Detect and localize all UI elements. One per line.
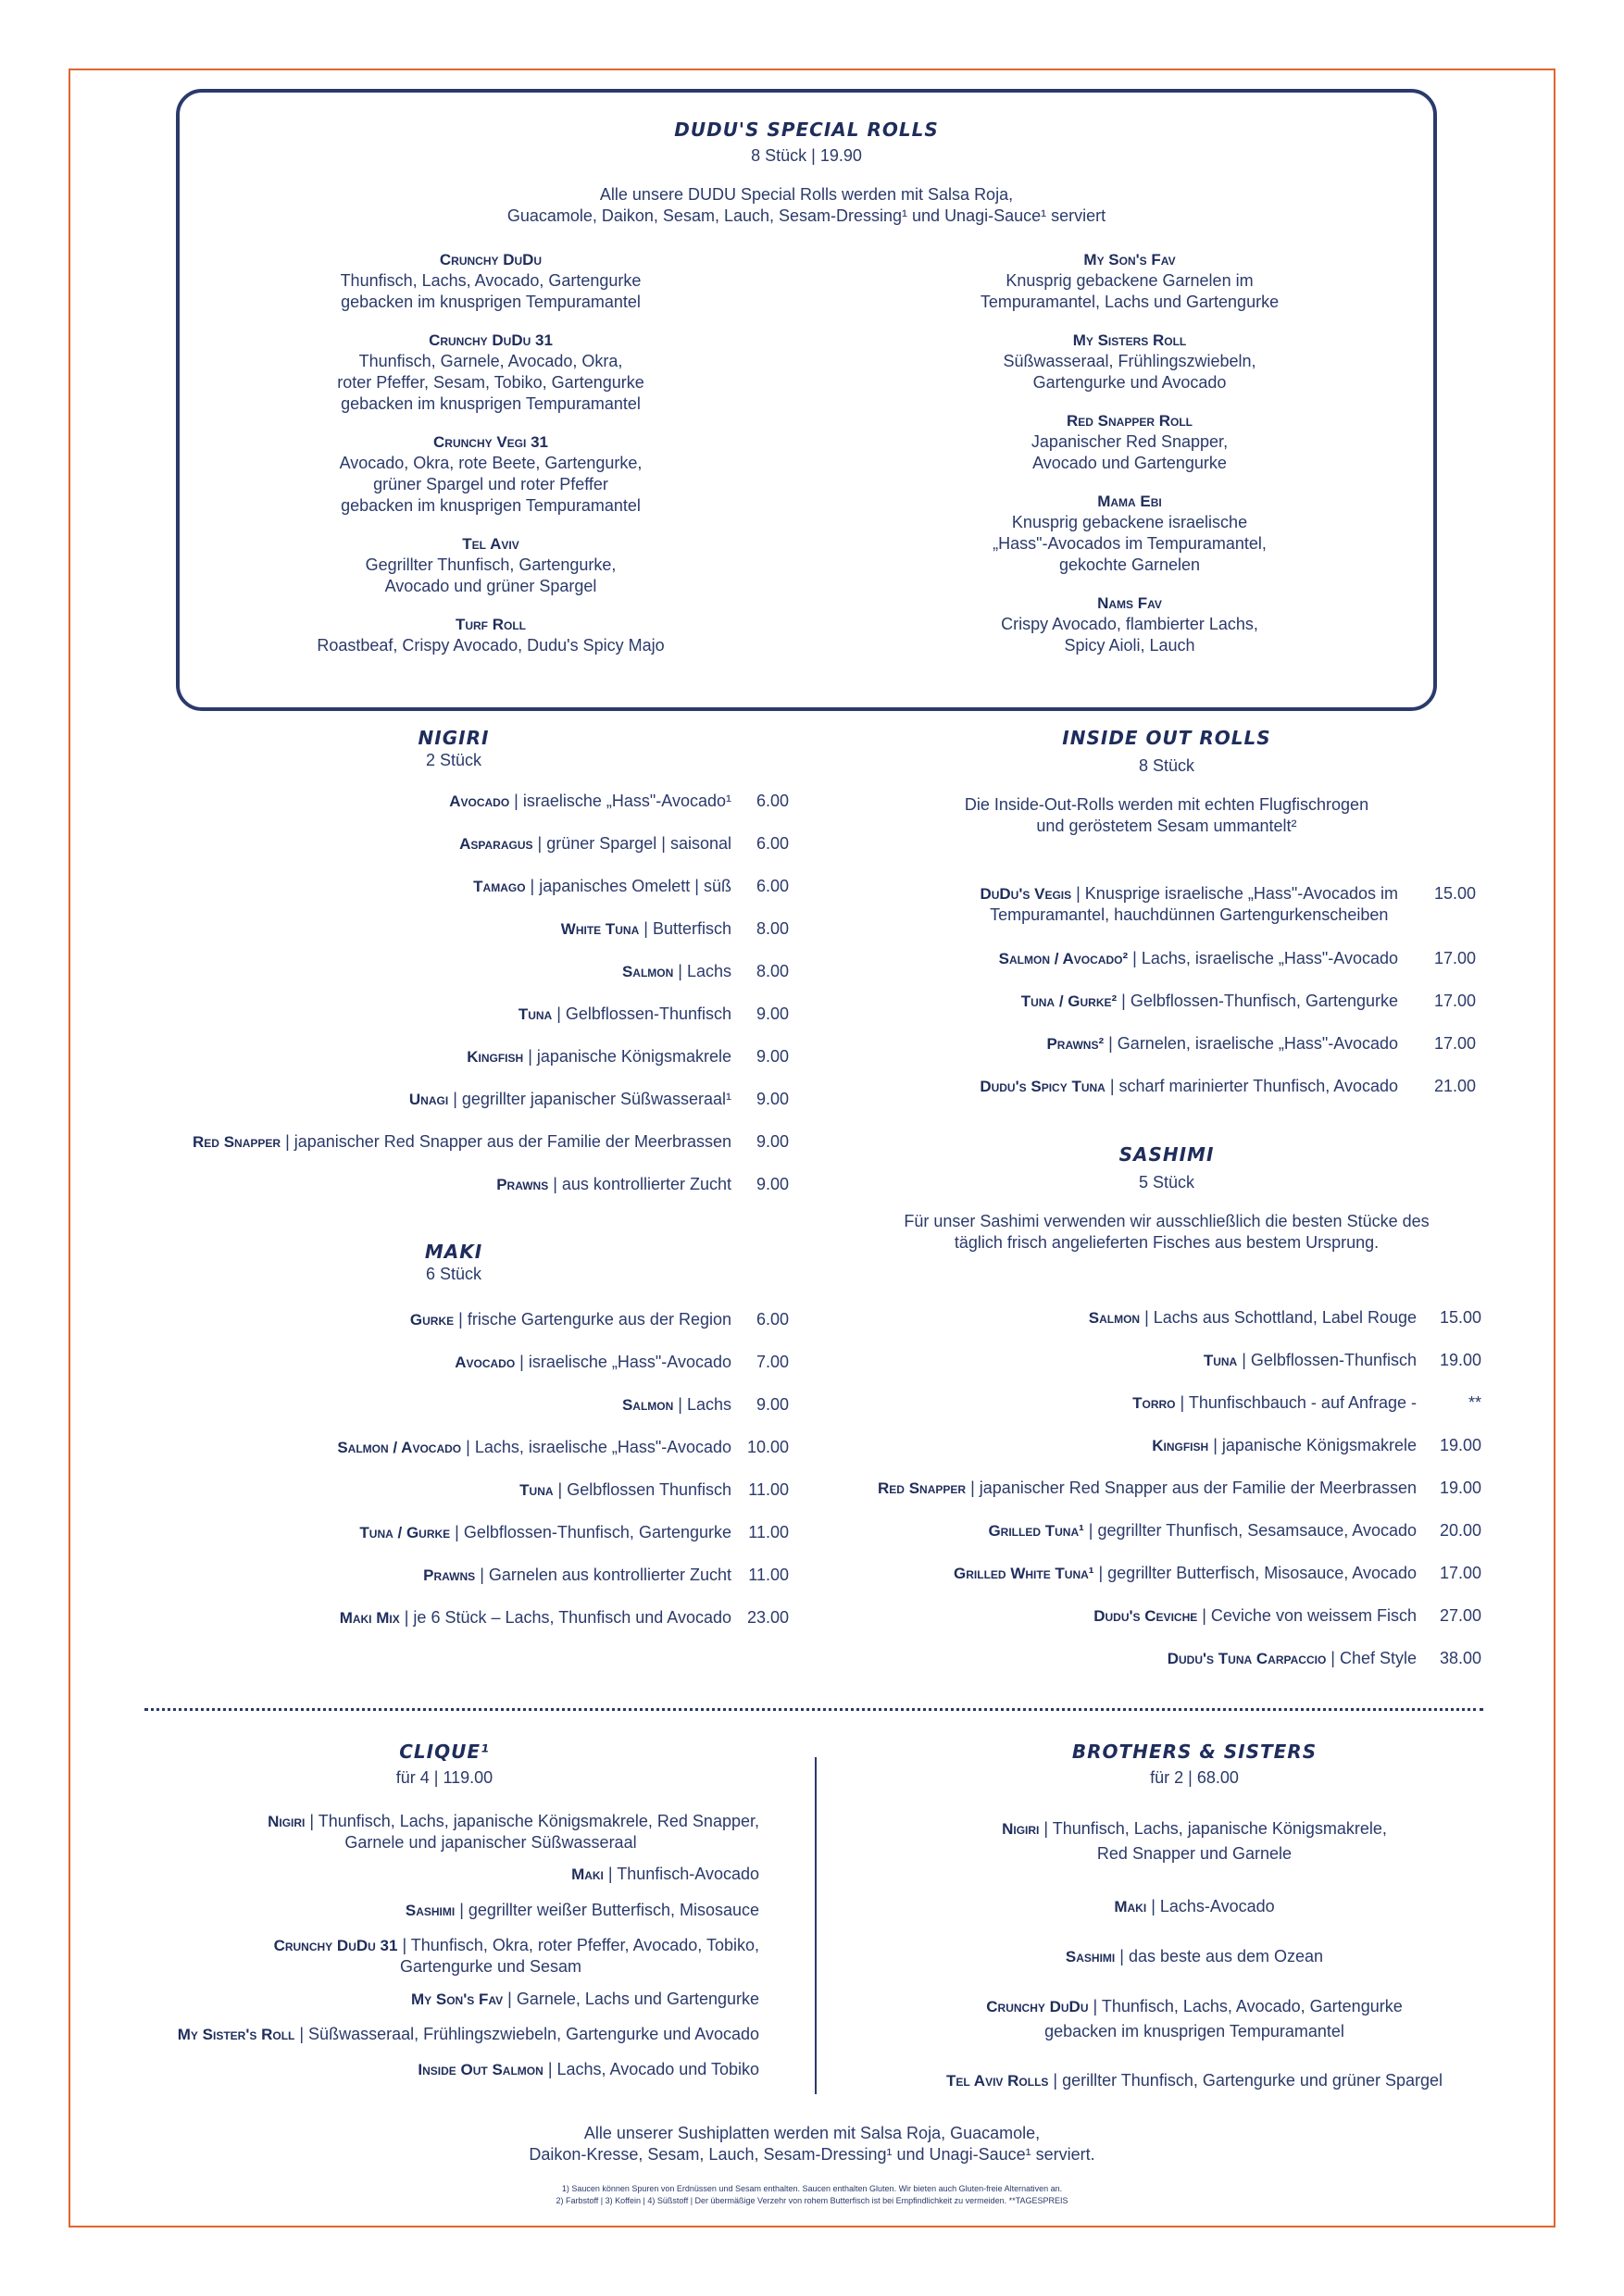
clique-item-desc: | Thunfisch-Avocado: [603, 1865, 759, 1883]
nigiri-item-line: [193, 1131, 731, 1153]
insideout-title: INSIDE OUT ROLLS: [1062, 727, 1271, 749]
nigiri-item-desc: | grüner Spargel | saisonal: [532, 834, 731, 853]
brothers-item-name: Maki: [1114, 1898, 1147, 1915]
nigiri-item-price: 9.00: [756, 1175, 789, 1193]
special-roll-desc: Japanischer Red Snapper,: [1031, 432, 1229, 451]
sashimi-item: [93, 1350, 1481, 1371]
clique-item-name: Inside Out Salmon: [418, 2061, 543, 2078]
brothers-item-desc: | Thunfisch, Lachs, japanische Königsmakrele,: [1039, 1819, 1387, 1838]
sashimi-item-price: 38.00: [1439, 1649, 1481, 1667]
insideout-header: [889, 727, 1444, 837]
nigiri-item-price: 8.00: [756, 962, 789, 980]
special-roll-desc: Avocado, Okra, rote Beete, Gartengurke,: [339, 454, 643, 472]
maki-item-desc: | Garnelen aus kontrollierter Zucht: [475, 1566, 731, 1584]
sashimi-item-desc: | Lachs aus Schottland, Label Rouge: [1140, 1308, 1417, 1327]
sashimi-item-text: [1168, 1648, 1417, 1669]
special-roll-desc: Avocado und grüner Spargel: [384, 577, 597, 595]
maki-sub: 6 Stück: [425, 1265, 482, 1283]
footer-text: [0, 2123, 1624, 2165]
platter-divider: [815, 1757, 817, 2094]
sashimi-item-name: Salmon: [1088, 1309, 1141, 1327]
insideout-item-line: [980, 1076, 1398, 1097]
insideout-item-name: Prawns²: [1046, 1035, 1105, 1053]
special-roll-desc: Gegrillter Thunfisch, Gartengurke,: [365, 555, 617, 574]
maki-item-price: 10.00: [746, 1438, 789, 1456]
insideout-intro-1: Die Inside-Out-Rolls werden mit echten Flugfischrogen: [964, 795, 1369, 814]
clique-title: CLIQUE¹: [399, 1741, 490, 1763]
sashimi-item-name: Kingfish: [1152, 1437, 1209, 1454]
insideout-item-desc: | scharf marinierter Thunfisch, Avocado: [1105, 1077, 1398, 1095]
sashimi-item-name: Grilled Tuna¹: [988, 1522, 1084, 1540]
nigiri-item-name: Prawns: [496, 1176, 549, 1193]
sashimi-item-text: [1089, 1307, 1417, 1329]
maki-item-name: Salmon / Avocado: [337, 1439, 462, 1456]
sashimi-item-line: [1152, 1435, 1417, 1456]
sashimi-title: SASHIMI: [1118, 1143, 1215, 1166]
insideout-item-price: 17.00: [1433, 949, 1476, 967]
insideout-item-line: [1046, 1033, 1398, 1054]
nigiri-item-line: [449, 791, 731, 812]
clique-item-desc-2: Gartengurke und Sesam: [399, 1957, 582, 1976]
insideout-intro-2: und geröstetem Sesam ummantelt²: [1036, 817, 1297, 835]
special-roll: [278, 534, 704, 597]
sashimi-item-line: [1168, 1648, 1417, 1669]
nigiri-header: [176, 727, 731, 770]
nigiri-item-desc: | japanischer Red Snapper aus der Familie der Meerbrassen: [281, 1132, 731, 1151]
nigiri-item-desc: | gegrillter japanischer Süßwasseraal¹: [448, 1090, 731, 1108]
special-roll-desc: gebacken im knusprigen Tempuramantel: [341, 394, 641, 413]
sashimi-item-desc: | Thunfischbauch - auf Anfrage -: [1175, 1393, 1417, 1412]
sashimi-item-price: 19.00: [1439, 1436, 1481, 1454]
sashimi-item-desc: | gegrillter Thunfisch, Sesamsauce, Avocado: [1083, 1521, 1417, 1540]
sashimi-item-desc: | japanische Königsmakrele: [1208, 1436, 1417, 1454]
special-roll-desc: Thunfisch, Lachs, Avocado, Gartengurke: [340, 271, 642, 290]
sashimi-item-line: [878, 1478, 1417, 1499]
special-roll-name: Nams Fav: [1097, 594, 1162, 612]
sashimi-item-desc: | japanischer Red Snapper aus der Familie der Meerbrassen: [966, 1479, 1417, 1497]
nigiri-item-name: Kingfish: [467, 1048, 524, 1066]
brothers-item-line: [833, 2068, 1555, 2093]
maki-item-price: 11.00: [748, 1523, 789, 1541]
sashimi-item-price: **: [1468, 1393, 1481, 1412]
maki-item-name: Tuna / Gurke: [359, 1524, 451, 1541]
sashimi-item-text: [988, 1520, 1417, 1541]
special-roll: [278, 331, 704, 415]
brothers-item-desc-2: Red Snapper und Garnele: [1096, 1844, 1293, 1863]
brothers-item-desc: | das beste aus dem Ozean: [1115, 1947, 1324, 1965]
clique-item-desc-2: Garnele und japanischer Süßwasseraal: [344, 1833, 637, 1852]
maki-header: [176, 1241, 731, 1284]
clique-item-line: [93, 1900, 759, 1921]
sashimi-item-desc: | Gelbflossen-Thunfisch: [1237, 1351, 1417, 1369]
insideout-item-desc-2: Tempuramantel, hauchdünnen Gartengurkenscheiben: [990, 905, 1389, 924]
brothers-item: [833, 1994, 1555, 2044]
nigiri-item-line: [459, 833, 731, 855]
maki-item-desc: | Gelbflossen Thunfisch: [553, 1480, 731, 1499]
nigiri-item-text: [449, 791, 731, 812]
special-roll-desc: Roastbeaf, Crispy Avocado, Dudu's Spicy Majo: [317, 636, 665, 655]
maki-item-price: 6.00: [756, 1310, 789, 1329]
clique-item: [93, 1935, 759, 1977]
sashimi-item-desc: | Chef Style: [1326, 1649, 1417, 1667]
special-roll-desc: „Hass"-Avocados im Tempuramantel,: [993, 534, 1267, 553]
special-roll: [917, 593, 1343, 656]
sashimi-item-text: [1132, 1392, 1417, 1414]
brothers-item-line: [833, 1944, 1555, 1969]
special-roll-desc: grüner Spargel und roter Pfeffer: [373, 475, 608, 493]
clique-item-line: [93, 2059, 759, 2080]
clique-item-line: [93, 2024, 759, 2045]
insideout-item-desc: | Lachs, israelische „Hass"-Avocado: [1128, 949, 1398, 967]
insideout-item: [93, 1076, 1476, 1097]
maki-item-name: Gurke: [409, 1311, 455, 1329]
insideout-item-price: 21.00: [1433, 1077, 1476, 1095]
maki-title: MAKI: [424, 1241, 483, 1263]
nigiri-item-desc: | Gelbflossen-Thunfisch: [552, 1004, 731, 1023]
sashimi-item-line: [1204, 1350, 1417, 1371]
brothers-item-name: Crunchy DuDu: [986, 1998, 1089, 2015]
sashimi-item-name: Tuna: [1203, 1352, 1238, 1369]
nigiri-item-desc: | israelische „Hass"-Avocado¹: [509, 792, 731, 810]
sashimi-item: [93, 1520, 1481, 1541]
sashimi-item-text: [954, 1563, 1417, 1584]
insideout-item-desc: | Garnelen, israelische „Hass"-Avocado: [1104, 1034, 1398, 1053]
sashimi-item-line: [954, 1563, 1417, 1584]
insideout-item: [93, 948, 1476, 969]
clique-item-desc: | Thunfisch, Okra, roter Pfeffer, Avocado, Tobiko,: [397, 1936, 759, 1954]
nigiri-item: [93, 1131, 789, 1153]
section-divider: [144, 1708, 1483, 1711]
clique-item-name: Nigiri: [268, 1813, 306, 1830]
special-rolls-sub: 8 Stück | 19.90: [751, 146, 862, 165]
sashimi-item: [93, 1307, 1481, 1329]
nigiri-item-price: 9.00: [756, 1090, 789, 1108]
brothers-item-line: [833, 1994, 1555, 2019]
insideout-item-desc: | Gelbflossen-Thunfisch, Gartengurke: [1117, 992, 1398, 1010]
special-roll-desc: gebacken im knusprigen Tempuramantel: [341, 496, 641, 515]
special-roll: [917, 250, 1343, 313]
special-roll-name: Turf Roll: [455, 616, 527, 633]
nigiri-item-desc: | aus kontrollierter Zucht: [548, 1175, 731, 1193]
brothers-item-desc: | Lachs-Avocado: [1146, 1897, 1275, 1915]
insideout-item-line: [980, 883, 1398, 905]
special-roll-name: My Son's Fav: [1083, 251, 1176, 268]
sashimi-item-text: [878, 1478, 1417, 1499]
sashimi-item-line: [1093, 1605, 1417, 1627]
nigiri-item-price: 9.00: [756, 1132, 789, 1151]
insideout-item-text: [1046, 1033, 1398, 1054]
brothers-header: [963, 1741, 1426, 1788]
nigiri-item: [93, 1174, 789, 1195]
maki-item-price: 7.00: [756, 1353, 789, 1371]
sashimi-item-desc: | Ceviche von weissem Fisch: [1197, 1606, 1417, 1625]
clique-item: [93, 1811, 759, 1853]
brothers-sub: für 2 | 68.00: [1150, 1768, 1239, 1787]
special-roll-name: Crunchy Vegi 31: [433, 433, 548, 451]
special-roll-desc: Thunfisch, Garnele, Avocado, Okra,: [358, 352, 623, 370]
insideout-item: [93, 883, 1476, 926]
nigiri-item-price: 6.00: [756, 792, 789, 810]
maki-item-price: 11.00: [748, 1480, 789, 1499]
clique-item-name: My Sister's Roll: [177, 2026, 295, 2043]
brothers-item: [833, 1944, 1555, 1969]
special-roll-desc: Tempuramantel, Lachs und Gartengurke: [980, 293, 1280, 311]
nigiri-item-name: Unagi: [408, 1091, 449, 1108]
footer-line-1: Alle unserer Sushiplatten werden mit Salsa Roja, Guacamole,: [583, 2124, 1041, 2142]
special-roll-desc: Süßwasseraal, Frühlingszwiebeln,: [1003, 352, 1256, 370]
special-roll-desc: Avocado und Gartengurke: [1032, 454, 1227, 472]
special-roll-desc: gebacken im knusprigen Tempuramantel: [341, 293, 641, 311]
insideout-item: [93, 1033, 1476, 1054]
maki-item-desc: | Lachs, israelische „Hass"-Avocado: [461, 1438, 731, 1456]
insideout-item-text: [999, 948, 1398, 969]
special-roll: [917, 492, 1343, 576]
sashimi-item-line: [1089, 1307, 1417, 1329]
special-roll-name: Crunchy DuDu: [439, 251, 543, 268]
special-rolls-header: [176, 119, 1437, 227]
nigiri-item-desc: | japanische Königsmakrele: [523, 1047, 731, 1066]
special-roll: [917, 411, 1343, 474]
clique-item-desc: | Thunfisch, Lachs, japanische Königsmakrele, Red Snapper,: [305, 1812, 759, 1830]
special-rolls-title: DUDU'S SPECIAL ROLLS: [674, 119, 939, 141]
nigiri-item: [93, 833, 789, 855]
special-roll: [278, 250, 704, 313]
clique-item-line: [93, 1811, 759, 1832]
clique-item: [93, 2024, 759, 2045]
nigiri-item-price: 9.00: [756, 1047, 789, 1066]
sashimi-item-name: Red Snapper: [878, 1479, 967, 1497]
clique-item-line: [93, 1935, 759, 1956]
maki-item-name: Tuna: [519, 1481, 554, 1499]
nigiri-item-text: [459, 833, 731, 855]
nigiri-item-text: [496, 1174, 731, 1195]
nigiri-item-desc: | japanisches Omelett | süß: [525, 877, 731, 895]
clique-item-name: Sashimi: [405, 1902, 456, 1919]
clique-item-line: [93, 1989, 759, 2010]
nigiri-item-name: Avocado: [449, 792, 510, 810]
special-roll-name: Crunchy DuDu 31: [429, 331, 553, 349]
clique-item: [93, 1864, 759, 1885]
insideout-item-price: 17.00: [1433, 1034, 1476, 1053]
nigiri-item-price: 9.00: [756, 1004, 789, 1023]
nigiri-item-price: 8.00: [756, 919, 789, 938]
special-rolls-intro-1: Alle unsere DUDU Special Rolls werden mit Salsa Roja,: [599, 185, 1014, 204]
special-rolls-left-column: [278, 250, 704, 674]
nigiri-item-name: White Tuna: [560, 920, 640, 938]
brothers-title: BROTHERS & SISTERS: [1071, 1741, 1318, 1763]
sashimi-item-name: Grilled White Tuna¹: [954, 1565, 1094, 1582]
special-roll-desc: Spicy Aioli, Lauch: [1064, 636, 1195, 655]
sashimi-item-desc: | gegrillter Butterfisch, Misosauce, Avocado: [1093, 1564, 1417, 1582]
footer-note-1: 1) Saucen können Spuren von Erdnüssen und Sesam enthalten. Saucen enthalten Gluten. Wir bieten auch Gluten-freie Alternativen an.: [561, 2184, 1063, 2193]
clique-item-line: [93, 1864, 759, 1885]
brothers-item-line: [833, 1816, 1555, 1841]
maki-item-price: 9.00: [756, 1395, 789, 1414]
insideout-item-desc: | Knusprige israelische „Hass"-Avocados im: [1071, 884, 1398, 903]
brothers-item: [833, 1894, 1555, 1919]
clique-item-name: My Son's Fav: [410, 1990, 504, 2008]
maki-item-desc: | Gelbflossen-Thunfisch, Gartengurke: [450, 1523, 731, 1541]
clique-sub: für 4 | 119.00: [395, 1768, 493, 1787]
sashimi-intro-2: täglich frisch angelieferten Fisches aus bestem Ursprung.: [954, 1233, 1380, 1252]
nigiri-item-name: Asparagus: [459, 835, 533, 853]
insideout-item-price: 15.00: [1433, 884, 1476, 903]
sashimi-item-price: 27.00: [1439, 1606, 1481, 1625]
sashimi-item-price: 17.00: [1439, 1564, 1481, 1582]
sashimi-item-price: 19.00: [1439, 1479, 1481, 1497]
sashimi-item: [93, 1435, 1481, 1456]
sashimi-item: [93, 1648, 1481, 1669]
special-roll: [278, 615, 704, 656]
brothers-item-name: Nigiri: [1002, 1820, 1040, 1838]
sashimi-item-name: Dudu's Tuna Carpaccio: [1167, 1650, 1327, 1667]
nigiri-item-name: Salmon: [621, 963, 674, 980]
maki-item-name: Salmon: [621, 1396, 674, 1414]
sashimi-item: [93, 1478, 1481, 1499]
clique-item: [93, 1900, 759, 1921]
insideout-item-name: Tuna / Gurke²: [1020, 992, 1118, 1010]
clique-item-desc: | Garnele, Lachs und Gartengurke: [503, 1990, 759, 2008]
insideout-item-line: [1021, 991, 1398, 1012]
sashimi-item: [93, 1605, 1481, 1627]
special-roll-desc: Knusprig gebackene Garnelen im: [1006, 271, 1254, 290]
insideout-item-text: [980, 1076, 1398, 1097]
special-roll: [917, 331, 1343, 393]
insideout-item-text: [980, 883, 1398, 926]
clique-item-desc: | Süßwasseraal, Frühlingszwiebeln, Gartengurke und Avocado: [294, 2025, 759, 2043]
maki-item-price: 11.00: [748, 1566, 789, 1584]
brothers-item-name: Tel Aviv Rolls: [945, 2072, 1049, 2090]
clique-item-desc: | Lachs, Avocado und Tobiko: [543, 2060, 759, 2078]
footer-notes: [0, 2183, 1624, 2207]
special-roll: [278, 432, 704, 517]
brothers-item-desc: | Thunfisch, Lachs, Avocado, Gartengurke: [1088, 1997, 1403, 2015]
insideout-sub: 8 Stück: [1138, 756, 1195, 775]
sashimi-item-text: [1093, 1605, 1417, 1627]
brothers-item-line: [833, 1894, 1555, 1919]
sashimi-sub: 5 Stück: [1138, 1173, 1195, 1192]
maki-item-price: 23.00: [746, 1608, 789, 1627]
maki-item-desc: | Lachs: [673, 1395, 731, 1414]
special-rolls-intro-2: Guacamole, Daikon, Sesam, Lauch, Sesam-Dressing¹ und Unagi-Sauce¹ serviert: [506, 206, 1106, 225]
sashimi-item-price: 15.00: [1439, 1308, 1481, 1327]
nigiri-item-line: [496, 1174, 731, 1195]
maki-item-name: Prawns: [423, 1566, 476, 1584]
clique-item: [93, 2059, 759, 2080]
maki-item-name: Maki Mix: [339, 1609, 400, 1627]
nigiri-item-price: 6.00: [756, 834, 789, 853]
clique-item: [93, 1989, 759, 2010]
special-roll-name: My Sisters Roll: [1072, 331, 1187, 349]
sashimi-item-price: 20.00: [1439, 1521, 1481, 1540]
insideout-item-price: 17.00: [1433, 992, 1476, 1010]
insideout-item-name: Salmon / Avocado²: [998, 950, 1129, 967]
footer-note-2: 2) Farbstoff | 3) Koffein | 4) Süßstoff | Der übermäßige Verzehr von rohem Butterfisch ist bei Empfindlichkeit zu vermeiden. **TAGESPREIS: [556, 2196, 1068, 2205]
insideout-item-name: Dudu's Spicy Tuna: [980, 1078, 1106, 1095]
nigiri-item-name: Red Snapper: [193, 1133, 281, 1151]
sashimi-item: [93, 1563, 1481, 1584]
sashimi-item-name: Torro: [1132, 1394, 1176, 1412]
special-roll-desc: Crispy Avocado, flambierter Lachs,: [1001, 615, 1258, 633]
nigiri-item-name: Tuna: [518, 1005, 553, 1023]
sashimi-item-line: [1132, 1392, 1417, 1414]
clique-item-desc: | gegrillter weißer Butterfisch, Misosauce: [455, 1901, 759, 1919]
brothers-item-desc-2: gebacken im knusprigen Tempuramantel: [1044, 2022, 1344, 2040]
special-rolls-right-column: [917, 250, 1343, 674]
special-roll-name: Red Snapper Roll: [1066, 412, 1193, 430]
insideout-item-text: [1021, 991, 1398, 1012]
sashimi-item-text: [1204, 1350, 1417, 1371]
nigiri-item-price: 6.00: [756, 877, 789, 895]
clique-header: [148, 1741, 741, 1788]
sashimi-item-text: [1152, 1435, 1417, 1456]
special-roll-name: Mama Ebi: [1097, 493, 1162, 510]
insideout-item-line: [999, 948, 1398, 969]
clique-item-name: Crunchy DuDu 31: [273, 1937, 398, 1954]
special-roll-desc: Knusprig gebackene israelische: [1011, 513, 1248, 531]
nigiri-item-desc: | Butterfisch: [639, 919, 731, 938]
special-roll-desc: Gartengurke und Avocado: [1032, 373, 1227, 392]
special-roll-desc: roter Pfeffer, Sesam, Tobiko, Gartengurke: [337, 373, 644, 392]
sashimi-item-name: Dudu's Ceviche: [1093, 1607, 1198, 1625]
nigiri-item-text: [193, 1131, 731, 1153]
brothers-item-name: Sashimi: [1065, 1948, 1116, 1965]
clique-item-name: Maki: [571, 1866, 604, 1883]
sashimi-intro-1: Für unser Sashimi verwenden wir ausschließlich die besten Stücke des: [904, 1212, 1430, 1230]
sashimi-item-line: [988, 1520, 1417, 1541]
sashimi-header: [852, 1143, 1481, 1254]
brothers-item: [833, 1816, 1555, 1866]
nigiri-sub: 2 Stück: [425, 751, 482, 769]
maki-item-desc: | israelische „Hass"-Avocado: [515, 1353, 731, 1371]
maki-item-desc: | frische Gartengurke aus der Region: [454, 1310, 731, 1329]
brothers-item-desc: | gerillter Thunfisch, Gartengurke und grüner Spargel: [1048, 2071, 1443, 2090]
nigiri-item: [93, 791, 789, 812]
maki-item-name: Avocado: [455, 1354, 516, 1371]
nigiri-title: NIGIRI: [418, 727, 490, 749]
sashimi-item: [93, 1392, 1481, 1414]
sashimi-item-price: 19.00: [1439, 1351, 1481, 1369]
nigiri-item-name: Tamago: [473, 878, 526, 895]
insideout-item-name: DuDu's Vegis: [980, 885, 1072, 903]
insideout-item: [93, 991, 1476, 1012]
special-roll-desc: gekochte Garnelen: [1058, 555, 1201, 574]
maki-item-desc: | je 6 Stück – Lachs, Thunfisch und Avocado: [399, 1608, 731, 1627]
footer-line-2: Daikon-Kresse, Sesam, Lauch, Sesam-Dressing¹ und Unagi-Sauce¹ serviert.: [529, 2145, 1095, 2164]
special-roll-name: Tel Aviv: [462, 535, 519, 553]
brothers-item: [833, 2068, 1555, 2093]
nigiri-item-desc: | Lachs: [673, 962, 731, 980]
